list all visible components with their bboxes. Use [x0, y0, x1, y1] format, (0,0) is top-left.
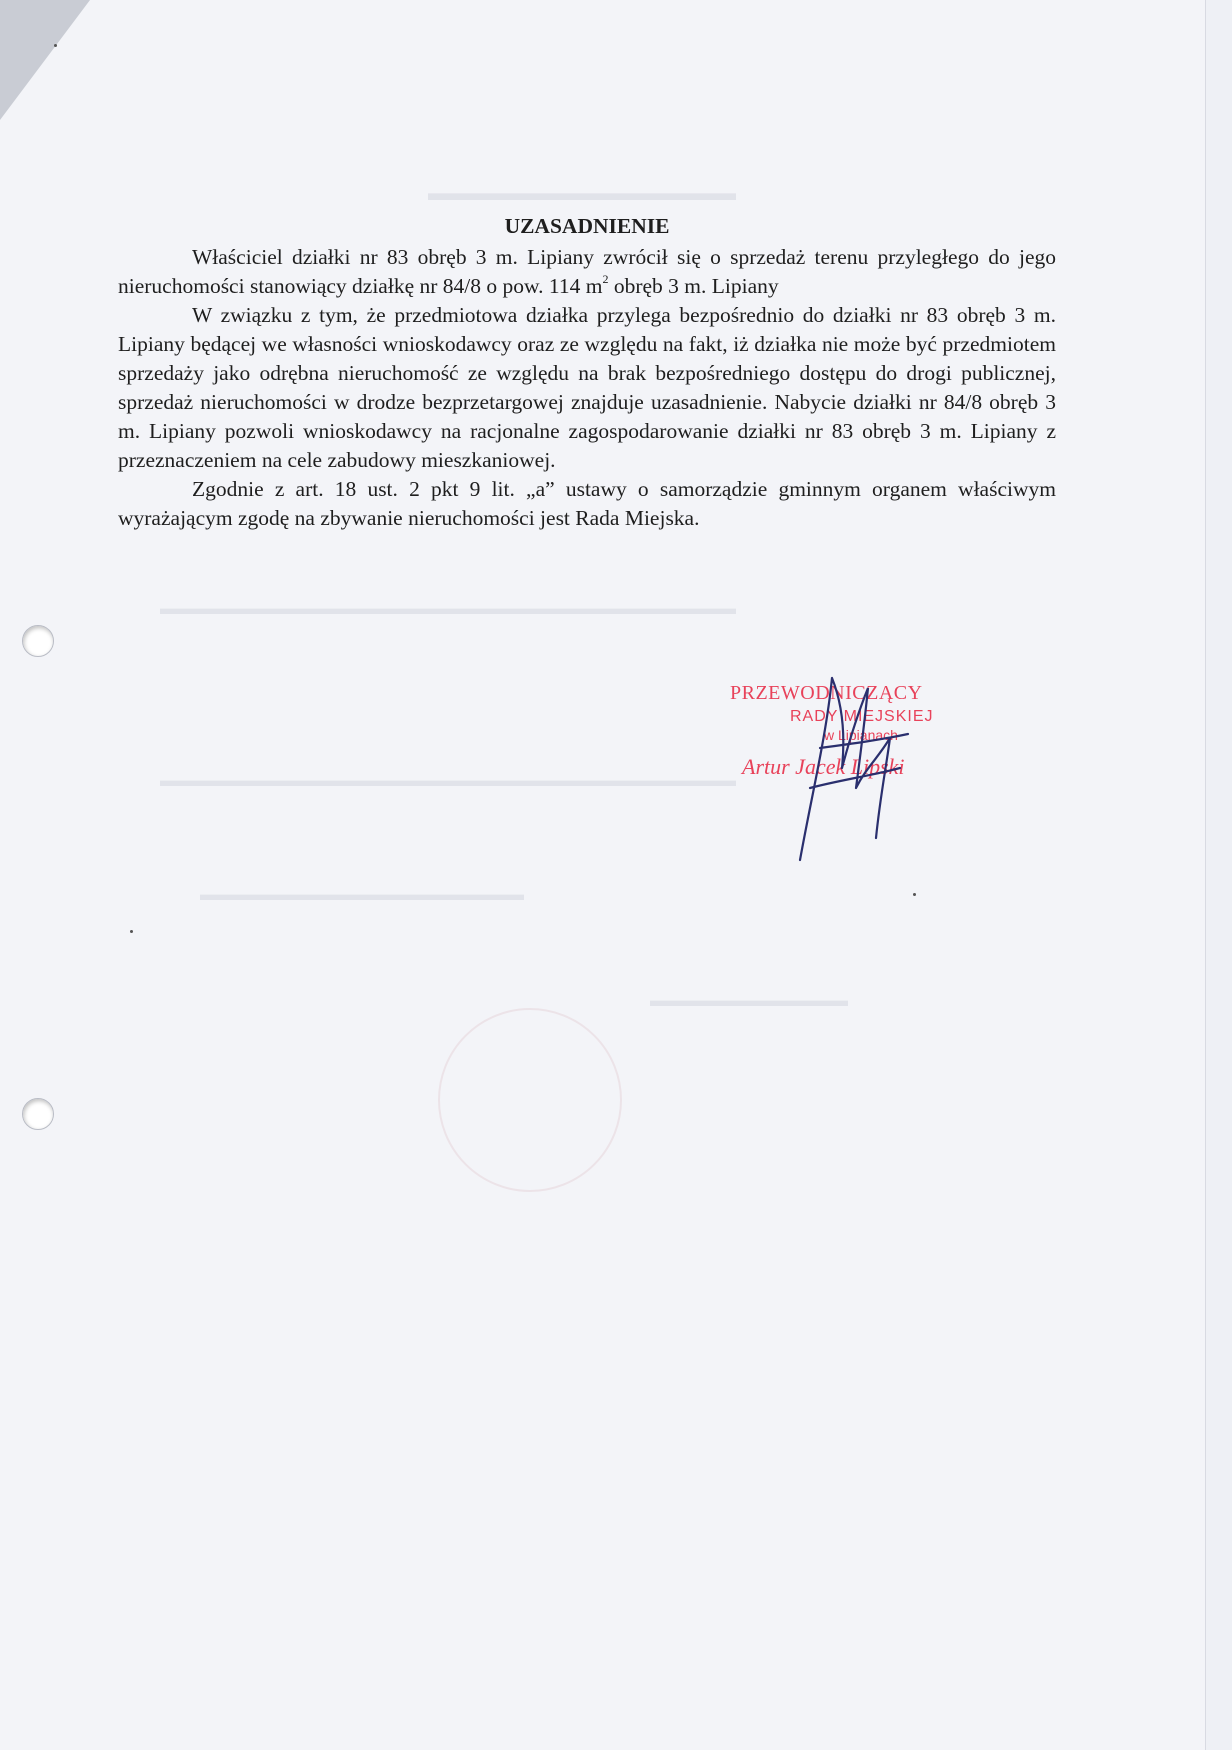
- bleed-through-decoration: ▬▬▬▬▬▬▬▬▬▬▬▬▬▬▬▬▬▬: [200, 884, 524, 904]
- speck: [54, 44, 57, 47]
- bleed-through-decoration: ▬▬▬▬▬▬▬▬▬▬▬: [650, 990, 848, 1010]
- punch-hole-upper: [22, 625, 54, 657]
- punch-hole-lower: [22, 1098, 54, 1130]
- bleed-through-decoration: ▬▬▬▬▬▬▬▬▬▬▬▬▬▬▬▬▬▬▬▬▬▬▬▬▬▬▬▬▬▬▬▬: [160, 770, 736, 790]
- stamp-title: PRZEWODNICZĄCY: [730, 682, 923, 704]
- stamp-council: RADY MIEJSKIEJ: [790, 708, 934, 725]
- handwritten-signature-icon: [790, 668, 920, 868]
- paragraph-1: Właściciel działki nr 83 obręb 3 m. Lipiany zwrócił się o sprzedaż terenu przyległego do jego nieruchomości stanowiący działkę nr 84/8 o pow. 114 $m^2$ obręb 3 m. Lipiany: [118, 245, 1056, 298]
- document-title: UZASADNIENIE: [504, 214, 670, 238]
- paragraph-3: Zgodnie z art. 18 ust. 2 pkt 9 lit. „a” ustawy o samorządzie gminnym organem właściwym wyrażającym zgodę na zbywanie nieruchomości jest Rada Miejska.: [118, 477, 1056, 530]
- bleed-through-decoration: ▬▬▬▬▬▬▬▬▬▬▬▬▬▬: [428, 180, 736, 205]
- stamp-name: Artur Jacek Lipski: [742, 754, 905, 779]
- folded-corner: [0, 0, 90, 120]
- speck: [913, 893, 916, 896]
- stamp-place: w Lipianach: [824, 727, 898, 743]
- justification-text: [118, 212, 1056, 533]
- bleed-through-decoration: ▬▬▬▬▬▬▬▬▬▬▬▬▬▬▬▬▬▬▬▬▬▬▬▬▬▬▬▬▬▬▬▬: [160, 598, 736, 618]
- bleed-through-seal: [438, 1008, 622, 1192]
- speck: [130, 930, 133, 933]
- paragraph-2: W związku z tym, że przedmiotowa działka przylega bezpośrednio do działki nr 83 obręb 3 m. Lipiany będącej we własności wnioskodawcy oraz ze względu na fakt, iż działka nie może być przedmiotem sprzedaży jako odrębna nieruchomość ze względu na brak bezpośredniego dostępu do drogi publicznej, sprzedaż nieruchomości w drodze bezprzetargowej znajduje uzasadnienie. Nabycie działki nr 84/8 obręb 3 m. Lipiany pozwoli wnioskodawcy na racjonalne zagospodarowanie działki nr 83 obręb 3 m. Lipiany z przeznaczeniem na cele zabudowy mieszkaniowej.: [118, 303, 1056, 472]
